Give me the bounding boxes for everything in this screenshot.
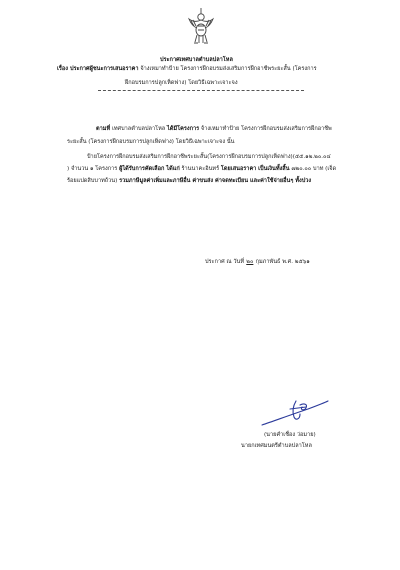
garuda-crest-icon — [187, 6, 215, 48]
announcement-date — [205, 259, 310, 266]
signer-title: นายกเทศมนตรีตำบลปลาโหล — [241, 443, 312, 449]
signer-name: (นายคำเชื่อง ว่อมาย) — [264, 432, 316, 438]
p1-end: นั้น — [226, 139, 235, 145]
subject-label: เรื่อง ประกาศผู้ชนะการเสนอราคา — [57, 66, 139, 72]
paragraph-1-line-2 — [67, 139, 235, 146]
p2-amount-words: ร้อยแปดสิบบาทถ้วน) — [67, 178, 118, 184]
paragraph-2-line-3 — [67, 178, 311, 185]
p2-winner-label: ผู้ได้รับการคัดเลือก ได้แก่ — [119, 166, 180, 172]
date-day: ๒๐ — [246, 259, 254, 265]
date-prefix: ประกาศ ณ วันที่ — [205, 259, 245, 265]
subject-text: จ้างเหมาทำป้าย โครงการฝึกอบรมส่งเสริมการฝึกอาชีพระยะสั้น (โครงการ — [140, 66, 317, 72]
subject-line — [57, 66, 317, 73]
handwritten-signature-icon — [260, 395, 330, 429]
header-divider — [98, 90, 304, 91]
p2-amount: ๗๒๐.๐๐ — [291, 166, 312, 172]
date-rest: กุมภาพันธ์ พ.ศ. ๒๕๖๑ — [255, 259, 310, 265]
p2-bid-label: โดยเสนอราคา — [220, 166, 257, 172]
p2-total-label: เป็นเงินทั้งสิ้น — [258, 166, 290, 172]
p2-winner: ร้านนาคะอินทร์ — [181, 166, 220, 172]
p2-quantity: ) จำนวน ๑ โครงการ — [67, 166, 118, 172]
paragraph-2-line-2 — [67, 166, 336, 173]
p1-project-label: ได้มีโครงการ — [166, 126, 200, 132]
p2-unit: บาท (เจ็ด — [313, 166, 337, 172]
paragraph-2-line-1: ป้ายโครงการฝึกอบรมส่งเสริมการฝึกอาชีพระยะสั้น(โครงการฝึกอบรมการปลูกเห็ดฟาง)(๕๕.๑๒.๒๐.๐๔ — [87, 154, 331, 160]
p1-lead: ตามที่ — [96, 126, 111, 132]
p1-project: จ้างเหมาทำป้าย โครงการฝึกอบรมส่งเสริมการฝึกอาชีพ — [200, 126, 332, 132]
org-title: ประกาศเทศบาลตำบลปลาโหล — [160, 57, 233, 63]
p1-org: เทศบาลตำบลปลาโหล — [111, 126, 166, 132]
p2-inclusions: รวมภาษีมูลค่าเพิ่มและภาษีอื่น ค่าขนส่ง ค่าจดทะเบียน และค่าใช้จ่ายอื่นๆ ทั้งปวง — [119, 178, 312, 184]
p1-line-2: ระยะสั้น (โครงการฝึกอบรมการปลูกเห็ดฟาง) โดยวิธีเฉพาะเจาะจง — [67, 139, 226, 145]
paragraph-1-line-1 — [96, 126, 332, 133]
subject-line-2: ฝึกอบรมการปลูกเห็ดฟาง) โดยวิธีเฉพาะเจาะจง — [125, 80, 238, 86]
